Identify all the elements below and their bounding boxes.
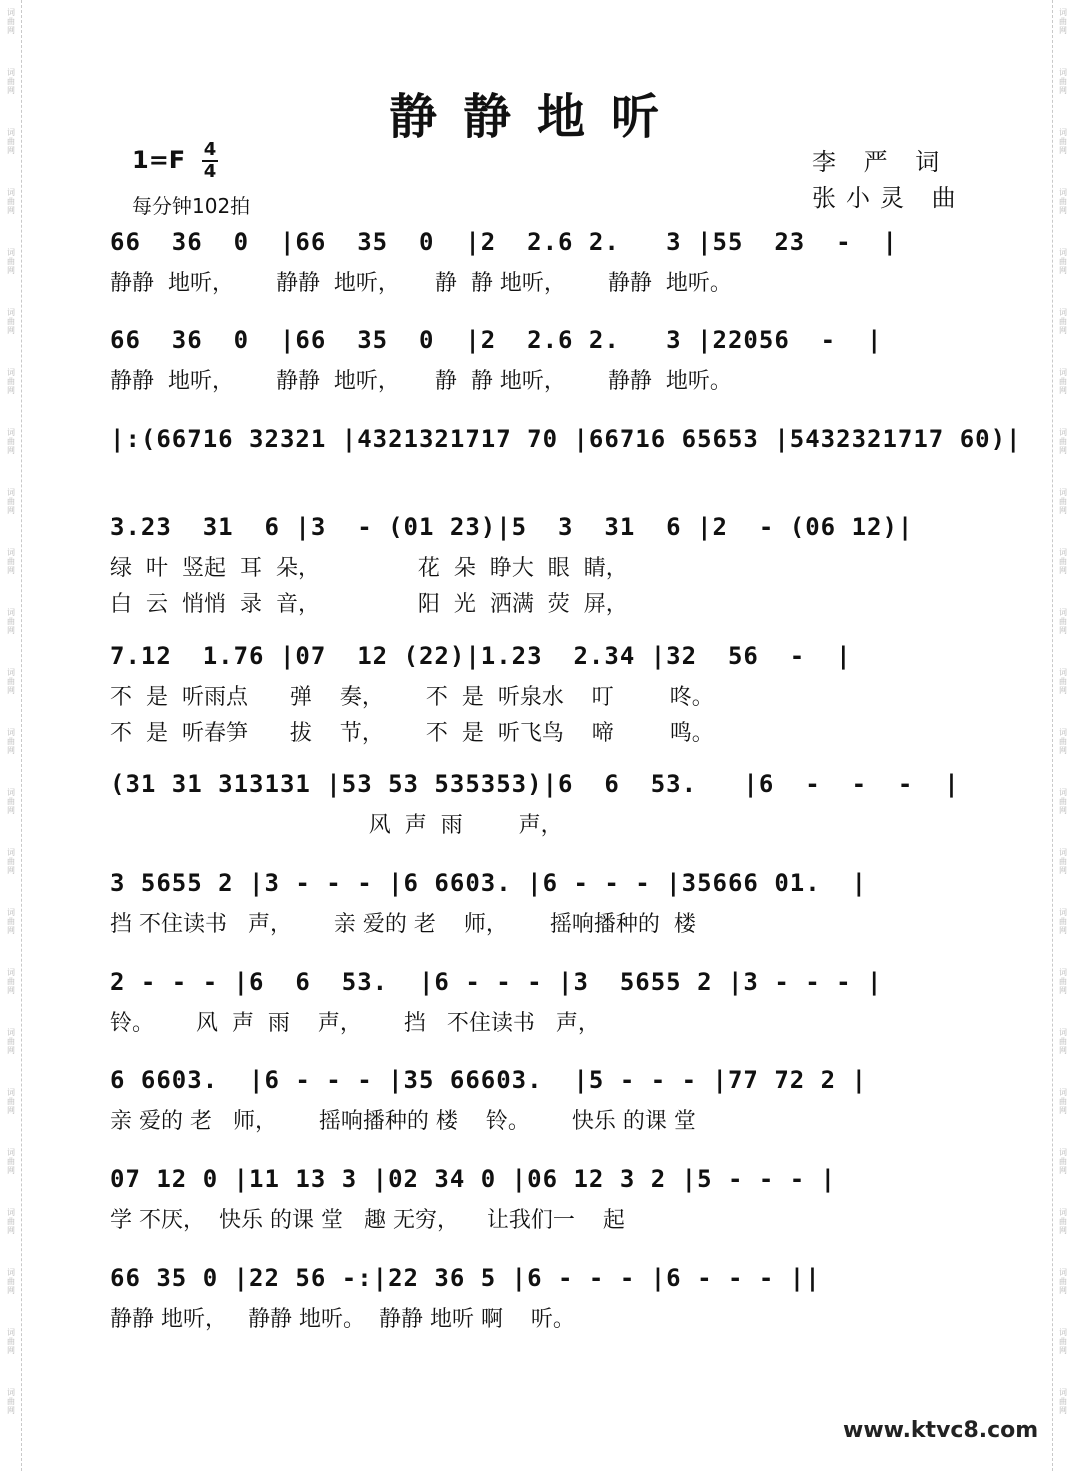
watermark-text: 词曲网 xyxy=(7,488,15,515)
watermark-text: 词曲网 xyxy=(7,1208,15,1235)
watermark-text: 词曲网 xyxy=(7,8,15,35)
lyricist-credit: 李 严 词 xyxy=(812,148,950,176)
watermark-text: 词曲网 xyxy=(1059,428,1067,455)
lyric-line: 不 是 听雨点 弹 奏， 不 是 听泉水 叮 咚。 xyxy=(110,685,714,710)
watermark-text: 词曲网 xyxy=(1059,1148,1067,1175)
watermark-text: 词曲网 xyxy=(7,1268,15,1295)
time-signature-bottom: 4 xyxy=(203,161,217,182)
watermark-text: 词曲网 xyxy=(1059,368,1067,395)
lyric-line: 挡 不住读书 声， 亲 爱的 老 师， 摇响播种的 楼 xyxy=(110,912,696,937)
watermark-text: 词曲网 xyxy=(7,128,15,155)
watermark-text: 词曲网 xyxy=(7,248,15,275)
watermark-text: 词曲网 xyxy=(7,1148,15,1175)
watermark-text: 词曲网 xyxy=(7,68,15,95)
watermark-text: 词曲网 xyxy=(1059,1388,1067,1415)
watermark-text: 词曲网 xyxy=(1059,908,1067,935)
notation-line: 3.23 31 6 |3 - (01 23)|5 3 31 6 |2 - (06 12)| xyxy=(110,513,914,541)
notation-line: 6 6603. |6 - - - |35 66603. |5 - - - |77 72 2 | xyxy=(110,1066,868,1094)
notation-line: 66 35 0 |22 56 -:|22 36 5 |6 - - - |6 - - - || xyxy=(110,1264,821,1292)
song-title: 静静地听 xyxy=(388,89,685,145)
watermark-text: 词曲网 xyxy=(7,548,15,575)
time-signature-top: 4 xyxy=(203,139,217,160)
composer-credit: 张小灵 曲 xyxy=(812,184,966,212)
watermark-text: 词曲网 xyxy=(1059,1208,1067,1235)
lyric-line: 静静 地听， 静静 地听， 静 静 地听， 静静 地听。 xyxy=(110,369,732,394)
lyric-line: 绿 叶 竖起 耳 朵， 花 朵 睁大 眼 睛， xyxy=(110,556,628,581)
lyric-line: 风 声 雨 声， xyxy=(110,813,563,838)
watermark-text: 词曲网 xyxy=(1059,1268,1067,1295)
notation-line: 07 12 0 |11 13 3 |02 34 0 |06 12 3 2 |5 - - - | xyxy=(110,1165,837,1193)
watermark-text: 词曲网 xyxy=(1059,1328,1067,1355)
watermark-text: 词曲网 xyxy=(7,188,15,215)
watermark-text: 词曲网 xyxy=(1059,68,1067,95)
watermark-text: 词曲网 xyxy=(7,968,15,995)
watermark-text: 词曲网 xyxy=(7,1028,15,1055)
watermark-text: 词曲网 xyxy=(1059,8,1067,35)
lyric-line: 亲 爱的 老 师， 摇响播种的 楼 铃。 快乐 的课 堂 xyxy=(110,1109,696,1134)
notation-line: 2 - - - |6 6 53. |6 - - - |3 5655 2 |3 - - - | xyxy=(110,968,883,996)
notation-line: 7.12 1.76 |07 12 (22)|1.23 2.34 |32 56 - | xyxy=(110,642,852,670)
watermark-text: 词曲网 xyxy=(1059,728,1067,755)
watermark-text: 词曲网 xyxy=(7,908,15,935)
lyric-line: 铃。 风 声 雨 声， 挡 不住读书 声， xyxy=(110,1011,600,1036)
watermark-text: 词曲网 xyxy=(1059,848,1067,875)
watermark-text: 词曲网 xyxy=(1059,188,1067,215)
lyric-line: 白 云 悄悄 录 音， 阳 光 洒满 荧 屏， xyxy=(110,592,628,617)
watermark-text: 词曲网 xyxy=(7,428,15,455)
key-signature: 1=F xyxy=(132,146,186,174)
watermark-text: 词曲网 xyxy=(7,848,15,875)
notation-line: (31 31 313131 |53 53 535353)|6 6 53. |6 - - - | xyxy=(110,770,960,798)
watermark-text: 词曲网 xyxy=(7,728,15,755)
watermark-text: 词曲网 xyxy=(1059,668,1067,695)
notation-line: |:(66716 32321 |4321321717 70 |66716 65653 |5432321717 60)| xyxy=(110,425,1022,453)
watermark-text: 词曲网 xyxy=(1059,548,1067,575)
watermark-text: 词曲网 xyxy=(1059,1028,1067,1055)
watermark-text: 词曲网 xyxy=(1059,488,1067,515)
lyric-line: 静静 地听， 静静 地听。 静静 地听 啊 听。 xyxy=(110,1307,575,1332)
watermark-text: 词曲网 xyxy=(1059,788,1067,815)
watermark-text: 词曲网 xyxy=(7,368,15,395)
tempo-marking: 每分钟102拍 xyxy=(132,194,251,218)
notation-line: 3 5655 2 |3 - - - |6 6603. |6 - - - |35666 01. | xyxy=(110,869,868,897)
watermark-text: 词曲网 xyxy=(7,668,15,695)
watermark-text: 词曲网 xyxy=(7,1388,15,1415)
notation-line: 66 36 0 |66 35 0 |2 2.6 2. 3 |22056 - | xyxy=(110,326,883,354)
watermark-text: 词曲网 xyxy=(1059,1088,1067,1115)
watermark-text: 词曲网 xyxy=(7,308,15,335)
time-signature xyxy=(202,140,218,182)
watermark-text: 词曲网 xyxy=(1059,128,1067,155)
notation-line: 66 36 0 |66 35 0 |2 2.6 2. 3 |55 23 - | xyxy=(110,228,898,256)
site-watermark: www.ktvc8.com xyxy=(843,1418,1039,1443)
watermark-text: 词曲网 xyxy=(7,788,15,815)
watermark-text: 词曲网 xyxy=(7,608,15,635)
watermark-text: 词曲网 xyxy=(7,1328,15,1355)
lyric-line: 不 是 听春笋 拔 节， 不 是 听飞鸟 啼 鸣。 xyxy=(110,721,714,746)
watermark-text: 词曲网 xyxy=(1059,608,1067,635)
lyric-line: 学 不厌， 快乐 的课 堂 趣 无穷， 让我们一 起 xyxy=(110,1208,625,1233)
watermark-text: 词曲网 xyxy=(1059,308,1067,335)
watermark-text: 词曲网 xyxy=(1059,248,1067,275)
lyric-line: 静静 地听， 静静 地听， 静 静 地听， 静静 地听。 xyxy=(110,271,732,296)
watermark-text: 词曲网 xyxy=(7,1088,15,1115)
watermark-text: 词曲网 xyxy=(1059,968,1067,995)
